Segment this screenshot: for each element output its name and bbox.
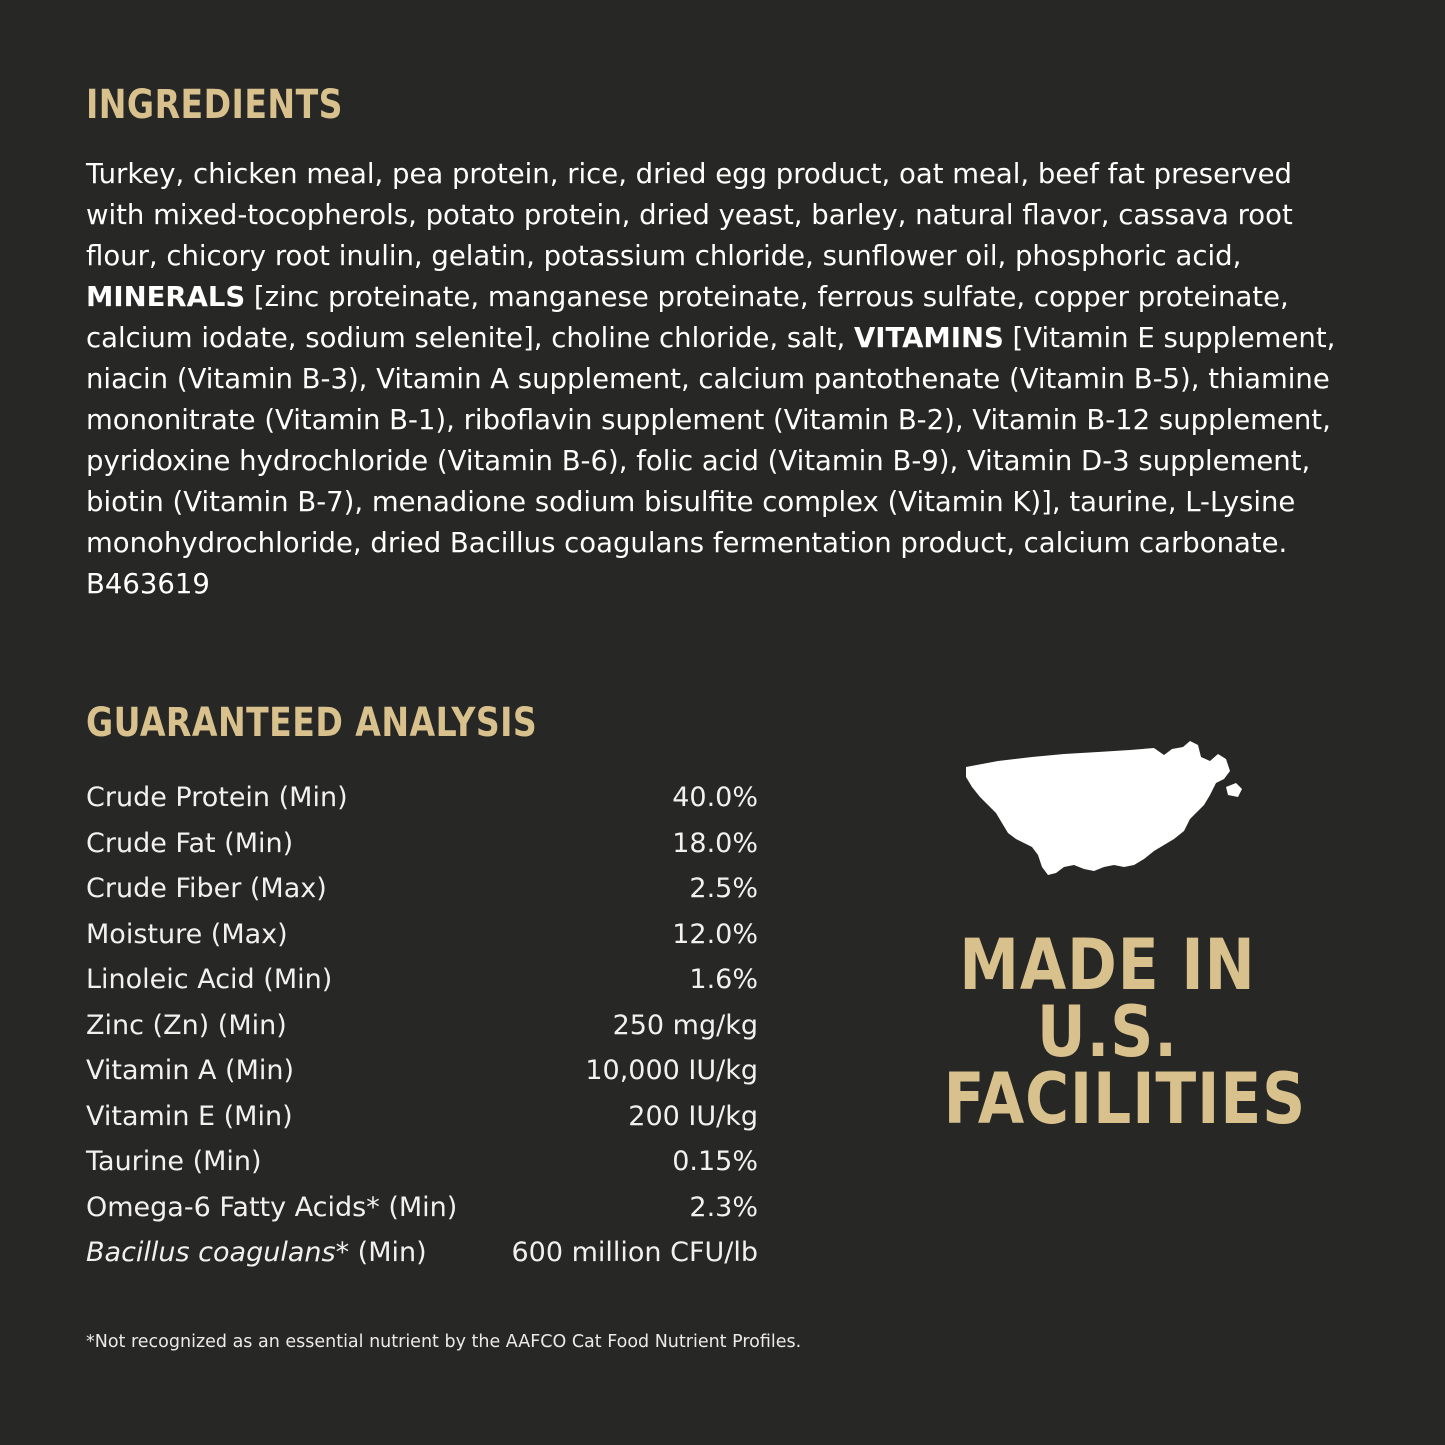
table-row: [86, 1010, 758, 1056]
nutrient-value: 18.0%: [672, 827, 758, 859]
nutrient-name: Taurine (Min): [86, 1146, 262, 1177]
table-row: [86, 1237, 758, 1283]
nutrient-name: [86, 1237, 490, 1283]
vitamins-label: VITAMINS: [853, 321, 1004, 354]
nutrient-value: 12.0%: [672, 918, 758, 950]
ingredients-text: [86, 154, 1358, 605]
guaranteed-analysis-table: [86, 782, 758, 1283]
table-row: [86, 919, 758, 965]
nutrient-value: 40.0%: [672, 782, 758, 813]
nutrient-name-italic: Bacillus coagulans: [86, 1237, 336, 1268]
table-row: [86, 828, 758, 874]
minerals-label: MINERALS: [86, 280, 246, 313]
nutrient-name-suffix: * (Min): [335, 1237, 427, 1268]
nutrient-value: 250 mg/kg: [612, 1009, 758, 1041]
ingredients-part-3: [Vitamin E supplement, niacin (Vitamin B-3), Vitamin A supplement, calcium pantothenate (Vitamin B-5), thiamine mononitrate (Vitamin B-1), riboflavin supplement (Vitamin B-2), Vitamin B-12 supplement, pyridoxine hydrochloride (Vitamin B-6), folic acid (Vitamin B-9), Vitamin D-3 supplement, biotin (Vitamin B-7), menadione sodium bisulfite complex (Vitamin K)], taurine, L-Lysine monohydrochloride, dried Bacillus coagulans fermentation product, calcium carbonate. B463619: [86, 321, 1345, 600]
table-row: [86, 873, 758, 919]
nutrient-value: 600 million CFU/lb: [511, 1237, 758, 1268]
nutrient-name: Omega-6 Fatty Acids* (Min): [86, 1191, 458, 1223]
table-row: [86, 1192, 758, 1238]
made-in-line-1: MADE IN: [959, 924, 1256, 1006]
nutrient-name: Crude Fat (Min): [86, 827, 294, 859]
nutrient-value: 2.5%: [689, 873, 758, 904]
guaranteed-analysis-heading: GUARANTEED ANALYSIS: [86, 700, 538, 746]
nutrient-value: 2.3%: [689, 1191, 758, 1223]
made-in-us-badge: [935, 735, 1307, 1141]
nutrient-name: Moisture (Max): [86, 918, 288, 950]
made-in-us-text: [935, 924, 1307, 1141]
table-row: [86, 1055, 758, 1101]
nutrient-name: Crude Fiber (Max): [86, 873, 327, 904]
table-row: [86, 964, 758, 1010]
guaranteed-analysis-section: [86, 700, 786, 1283]
nutrient-name: Zinc (Zn) (Min): [86, 1009, 287, 1041]
ingredients-part-1: Turkey, chicken meal, pea protein, rice, dried egg product, oat meal, beef fat preserved with mixed-tocopherols, potato protein, dried yeast, barley, natural flavor, cassava root flour, chicory root inulin, gelatin, potassium chloride, sunflower oil, phosphoric acid,: [86, 158, 1302, 272]
made-in-line-2: U.S.: [1037, 991, 1178, 1074]
table-row: [86, 782, 758, 828]
nutrient-value: 200 IU/kg: [628, 1100, 758, 1132]
nutrient-name: Linoleic Acid (Min): [86, 964, 333, 995]
nutrient-value: 0.15%: [672, 1146, 758, 1177]
nutrient-value: 1.6%: [689, 964, 758, 995]
table-row: [86, 1101, 758, 1147]
usa-map-icon: [958, 735, 1258, 910]
ingredients-heading: INGREDIENTS: [86, 82, 343, 128]
nutrient-name: Vitamin E (Min): [86, 1100, 293, 1132]
footnote-text: *Not recognized as an essential nutrient by the AAFCO Cat Food Nutrient Profiles.: [86, 1332, 802, 1352]
nutrient-value: 10,000 IU/kg: [585, 1055, 758, 1086]
made-in-line-3: FACILITIES: [943, 1058, 1307, 1141]
nutrient-name: Crude Protein (Min): [86, 782, 348, 813]
ingredients-part-2: [zinc proteinate, manganese proteinate, ferrous sulfate, copper proteinate, calcium iodate, sodium selenite], choline chloride, salt,: [86, 280, 1298, 354]
nutrient-name: Vitamin A (Min): [86, 1055, 295, 1086]
ingredients-section: [86, 82, 1358, 605]
table-row: [86, 1146, 758, 1192]
